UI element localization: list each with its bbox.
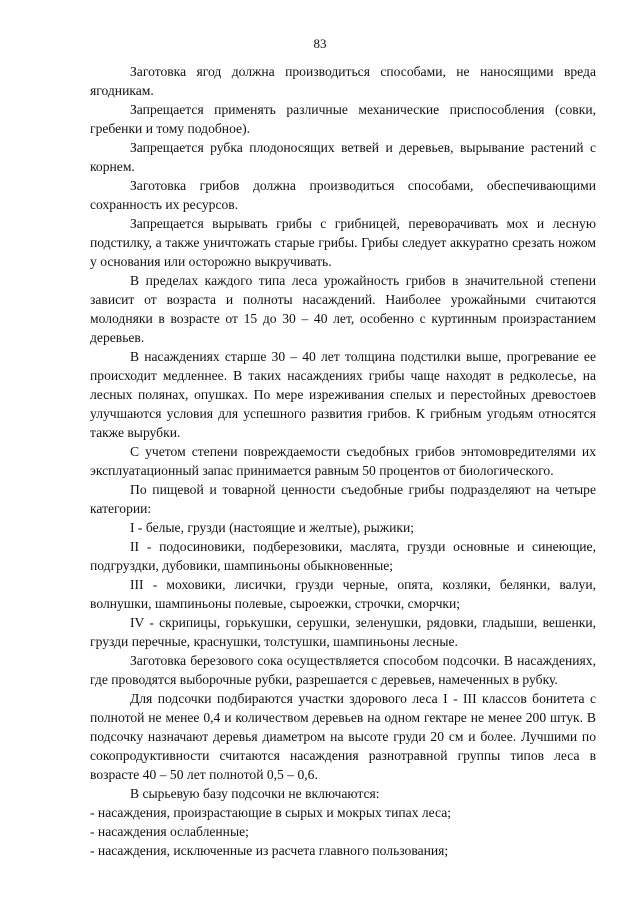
document-body <box>90 62 596 860</box>
paragraph: В пределах каждого типа леса урожайность грибов в значительной степени зависит от возраста и полноты насаждений. Наиболее урожайными считаются молодняки в возрасте от 15 до 30 – 40 лет, особенно с куртинным произрастанием деревьев. <box>90 273 596 345</box>
page-number: 83 <box>313 36 327 51</box>
paragraph: Запрещается вырывать грибы с грибницей, переворачивать мох и лесную подстилку, а также уничтожать старые грибы. Грибы следует аккуратно срезать ножом у основания или осторожно выкручивать. <box>90 216 596 269</box>
paragraph: Запрещается применять различные механические приспособления (совки, гребенки и тому подобное). <box>90 102 596 136</box>
paragraph: По пищевой и товарной ценности съедобные грибы подразделяют на четыре категории: <box>90 482 596 516</box>
paragraph: В насаждениях старше 30 – 40 лет толщина подстилки выше, прогревание ее происходит медленнее. В таких насаждениях грибы чаще находят в редколесье, на лесных полянах, опушках. По мере изреживания спелых и перестойных древостоев улучшаются условия для успешного развития грибов. К грибным угодьям относятся также вырубки. <box>90 349 596 440</box>
paragraph: В сырьевую базу подсочки не включаются: <box>130 786 380 801</box>
paragraph: Заготовка ягод должна производиться способами, не наносящими вреда ягодникам. <box>90 64 596 98</box>
category-item: I - белые, грузди (настоящие и желтые), рыжики; <box>130 520 415 535</box>
category-item: III - моховики, лисички, грузди черные, опята, козляки, белянки, валуи, волнушки, шампиньоны полевые, сыроежки, строчки, сморчки; <box>90 577 596 611</box>
dash-list-item: - насаждения, исключенные из расчета главного пользования; <box>90 843 449 858</box>
dash-list-item: - насаждения ослабленные; <box>90 824 249 839</box>
paragraph: Заготовка березового сока осуществляется способом подсочки. В насаждениях, где проводятся выборочные рубки, разрешается с деревьев, намеченных в рубку. <box>90 653 596 687</box>
paragraph: Запрещается рубка плодоносящих ветвей и деревьев, вырывание растений с корнем. <box>90 140 596 174</box>
paragraph: Для подсочки подбираются участки здорового леса I - III классов бонитета с полнотой не менее 0,4 и количеством деревьев на одном гектаре не менее 200 штук. В подсочку назначают деревья диаметром на высоте груди 20 см и более. Лучшими по сокопродуктивности считаются насаждения разнотравной группы типов леса в возрасте 40 – 50 лет полнотой 0,5 – 0,6. <box>90 691 596 782</box>
paragraph: С учетом степени повреждаемости съедобных грибов энтомовредителями их эксплуатационный запас принимается равным 50 процентов от биологического. <box>90 444 596 478</box>
category-item: II - подосиновики, подберезовики, маслята, грузди основные и синеющие, подгруздки, дубовики, шампиньоны обыкновенные; <box>90 539 596 573</box>
category-item: IV - скрипицы, горькушки, серушки, зеленушки, рядовки, гладыши, вешенки, грузди перечные, краснушки, толстушки, шампиньоны лесные. <box>90 615 596 649</box>
dash-list-item: - насаждения, произрастающие в сырых и мокрых типах леса; <box>90 805 452 820</box>
paragraph: Заготовка грибов должна производиться способами, обеспечивающими сохранность их ресурсов. <box>90 178 596 212</box>
